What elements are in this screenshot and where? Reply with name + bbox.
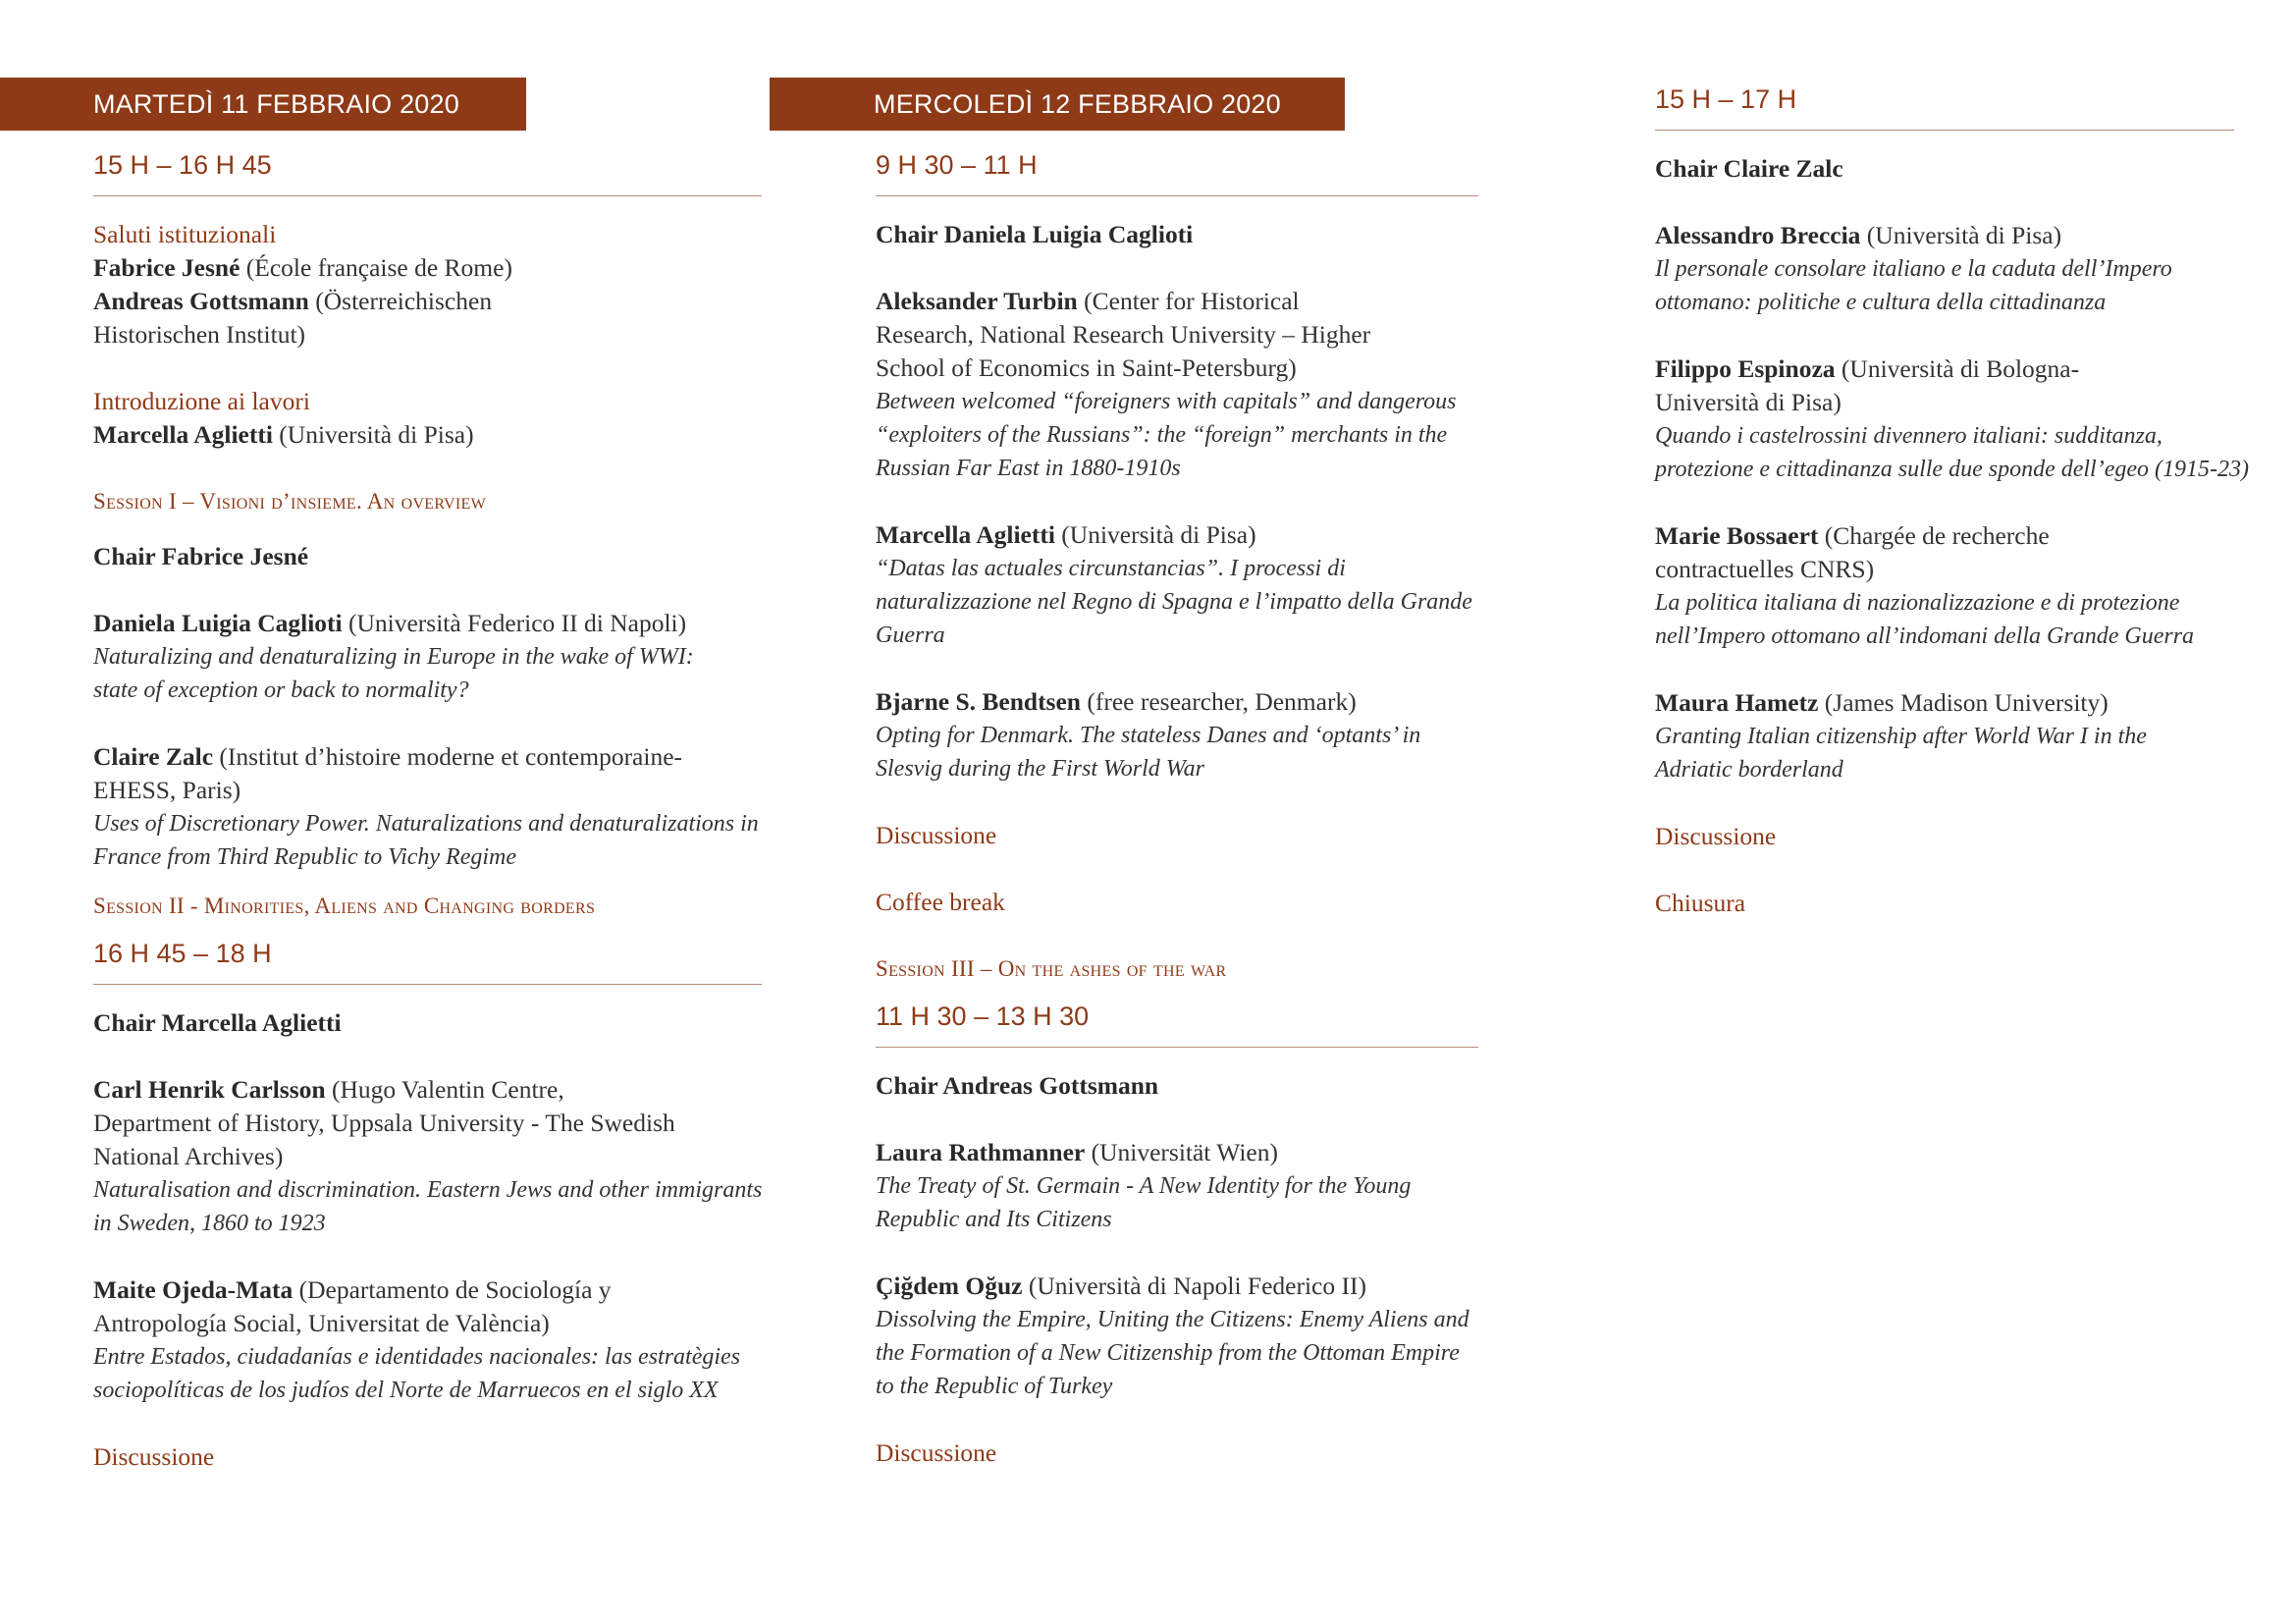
speaker-affiliation: (Università Federico II di Napoli) [342,609,687,637]
talk-title: in Sweden, 1860 to 1923 [93,1211,326,1236]
session-heading: Session III – On the ashes of the war [876,956,1227,981]
talk-title: La politica italiana di nazionalizzazione e di protezione [1655,590,2180,616]
speaker-name: Filippo Espinoza [1655,354,1836,383]
speaker-line [1655,519,2234,553]
closing-label: Chiusura [1655,889,1746,917]
speaker-affiliation: (Österreichischen [308,287,493,315]
speaker-affiliation-cont: Università di Pisa) [1655,388,1842,416]
speaker-affiliation-cont: EHESS, Paris) [93,776,241,804]
talk-title: Guerra [876,623,945,648]
talk-title: Dissolving the Empire, Uniting the Citizens: Enemy Aliens and [876,1307,1469,1332]
talk-title: state of exception or back to normality? [93,677,469,703]
intro-label: Introduzione ai lavori [93,387,310,415]
talk [93,740,762,874]
talk [1655,686,2234,786]
chair: Chair Daniela Luigia Caglioti [876,220,1194,248]
talk-title: Entre Estados, ciudadanías e identidades nacionales: las estratègies [93,1344,741,1370]
chair: Chair Marcella Aglietti [93,1008,342,1037]
speaker-line [1655,686,2234,720]
discussion-label: Discussione [93,1442,215,1471]
speaker-name: Fabrice Jesné [93,253,240,282]
speaker-line [1655,352,2234,386]
discussion-label: Discussione [1655,822,1777,850]
talk [876,285,1478,485]
speaker-name: Alessandro Breccia [1655,221,1861,249]
speaker-name: Bjarne S. Bendtsen [876,687,1081,716]
speaker-name: Daniela Luigia Caglioti [93,609,343,637]
time-slot-heading: 11 H 30 – 13 H 30 [876,1000,1478,1048]
speaker-name: Maura Hametz [1655,688,1819,717]
speaker-name: Marie Bossaert [1655,521,1819,550]
time-slot-heading: 15 H – 16 H 45 [93,148,762,196]
speaker-affiliation-cont: Antropología Social, Universitat de València) [93,1309,550,1337]
speaker-line [93,1273,762,1307]
column-content [1655,82,2249,953]
talk-title: Naturalisation and discrimination. Eastern Jews and other immigrants [93,1177,763,1203]
speaker-affiliation: (Università di Bologna- [1835,354,2080,383]
talk-title: Granting Italian citizenship after World War I in the [1655,724,2147,749]
column-content [93,148,762,1507]
speaker-line [1655,219,2234,252]
talk-title: Adriatic borderland [1655,757,1843,783]
introduction [93,385,762,452]
speaker-affiliation: (Chargée de recherche [1818,521,2050,550]
talk-title: “Datas las actuales circunstancias”. I processi di [876,556,1346,581]
speaker-affiliation: (James Madison University) [1818,688,2109,717]
speaker-affiliation: (Università di Pisa) [1054,520,1256,549]
speaker-name: Çiğdem Oğuz [876,1272,1023,1300]
talk-title: The Treaty of St. Germain - A New Identity for the Young [876,1173,1412,1199]
talk-title: naturalizzazione nel Regno di Spagna e l’impatto della Grande [876,589,1472,615]
speaker-affiliation: (Università di Pisa) [272,420,474,449]
speaker-line [876,285,1478,318]
talk-title: France from Third Republic to Vichy Regime [93,844,517,870]
speaker-line [93,285,762,318]
talk [876,1270,1478,1403]
speaker-name: Claire Zalc [93,742,214,771]
speaker-affiliation: (Università di Napoli Federico II) [1022,1272,1366,1300]
talk-title: Opting for Denmark. The stateless Danes and ‘optants’ in [876,723,1421,748]
time-slot-heading: 16 H 45 – 18 H [93,937,762,985]
opening-greetings [93,218,762,352]
talk-title: Republic and Its Citizens [876,1207,1112,1232]
speaker-affiliation: (free researcher, Denmark) [1080,687,1357,716]
speaker-line [876,685,1478,719]
speaker-line [876,518,1478,552]
talk-title: Slesvig during the First World War [876,756,1204,782]
talk-title: “exploiters of the Russians”: the “foreign” merchants in the [876,422,1448,448]
speaker-line [93,251,762,285]
day-banner: MARTEDÌ 11 FEBBRAIO 2020 [0,78,526,131]
speaker-line [876,1270,1478,1303]
talk-title: Quando i castelrossini divennero italiani: sudditanza, [1655,423,2163,449]
speaker-name: Aleksander Turbin [876,287,1078,315]
speaker-affiliation: (Università di Pisa) [1860,221,2062,249]
speaker-affiliation: (Universität Wien) [1085,1138,1278,1166]
talk-title: Il personale consolare italiano e la caduta dell’Impero [1655,256,2172,282]
speaker-affiliation: (Departamento de Sociología y [293,1275,612,1304]
talk [93,607,762,707]
speaker-affiliation: (École française de Rome) [240,253,512,282]
talk-title: to the Republic of Turkey [876,1374,1113,1399]
talk [1655,352,2249,486]
talk [876,518,1478,652]
speaker-line [93,740,762,774]
speaker-name: Carl Henrik Carlsson [93,1075,326,1104]
session-heading: Session I – Visioni d’insieme. An overview [93,489,487,514]
time-slot-heading: 9 H 30 – 11 H [876,148,1478,196]
speaker-affiliation-cont: Department of History, Uppsala University - The Swedish [93,1109,675,1137]
speaker-name: Marcella Aglietti [93,420,273,449]
speaker-affiliation-cont: contractuelles CNRS) [1655,555,1875,583]
talk [1655,219,2234,319]
speaker-line [93,1073,762,1107]
talk [876,1136,1478,1236]
talk-title: nell’Impero ottomano all’indomani della Grande Guerra [1655,623,2195,649]
talk [1655,519,2234,653]
talk-title: Naturalizing and denaturalizing in Europe in the wake of WWI: [93,644,694,670]
coffee-break-label: Coffee break [876,888,1005,916]
speaker-name: Marcella Aglietti [876,520,1055,549]
session-heading: Session II - Minorities, Aliens and Changing borders [93,893,596,918]
talk-title: ottomano: politiche e cultura della cittadinanza [1655,290,2107,315]
speaker-affiliation: (Hugo Valentin Centre, [325,1075,564,1104]
talk-title: Russian Far East in 1880-1910s [876,456,1181,481]
opening-label: Saluti istituzionali [93,220,277,248]
talk-title: Uses of Discretionary Power. Naturalizations and denaturalizations in [93,811,759,837]
talk [876,685,1478,785]
discussion-label: Discussione [876,1438,997,1467]
speaker-line [876,1136,1478,1169]
speaker-affiliation: (Institut d’histoire moderne et contemporaine- [213,742,683,771]
talk-title: Between welcomed “foreigners with capitals” and dangerous [876,389,1457,414]
chair: Chair Fabrice Jesné [93,542,309,570]
speaker-name: Laura Rathmanner [876,1138,1086,1166]
speaker-line [93,418,762,452]
speaker-name: Andreas Gottsmann [93,287,309,315]
talk [93,1073,762,1240]
speaker-affiliation-cont: School of Economics in Saint-Petersburg) [876,353,1297,382]
talk [93,1273,762,1407]
time-slot-heading: 15 H – 17 H [1655,82,2234,131]
talk-title: the Formation of a New Citizenship from the Ottoman Empire [876,1340,1460,1366]
column-content [876,148,1478,1503]
talk-title: protezione e cittadinanza sulle due sponde dell’egeo (1915-23) [1655,457,2249,482]
chair: Chair Claire Zalc [1655,154,1843,183]
speaker-affiliation-cont: Historischen Institut) [93,320,306,349]
talk-title: sociopolíticas de los judíos del Norte de Marruecos en el siglo XX [93,1378,719,1403]
speaker-affiliation: (Center for Historical [1077,287,1300,315]
speaker-affiliation-cont: National Archives) [93,1142,284,1170]
speaker-name: Maite Ojeda-Mata [93,1275,294,1304]
speaker-line [93,607,762,640]
day-banner: MERCOLEDÌ 12 FEBBRAIO 2020 [770,78,1345,131]
speaker-affiliation-cont: Research, National Research University – Higher [876,320,1371,349]
chair: Chair Andreas Gottsmann [876,1071,1159,1100]
discussion-label: Discussione [876,821,997,849]
